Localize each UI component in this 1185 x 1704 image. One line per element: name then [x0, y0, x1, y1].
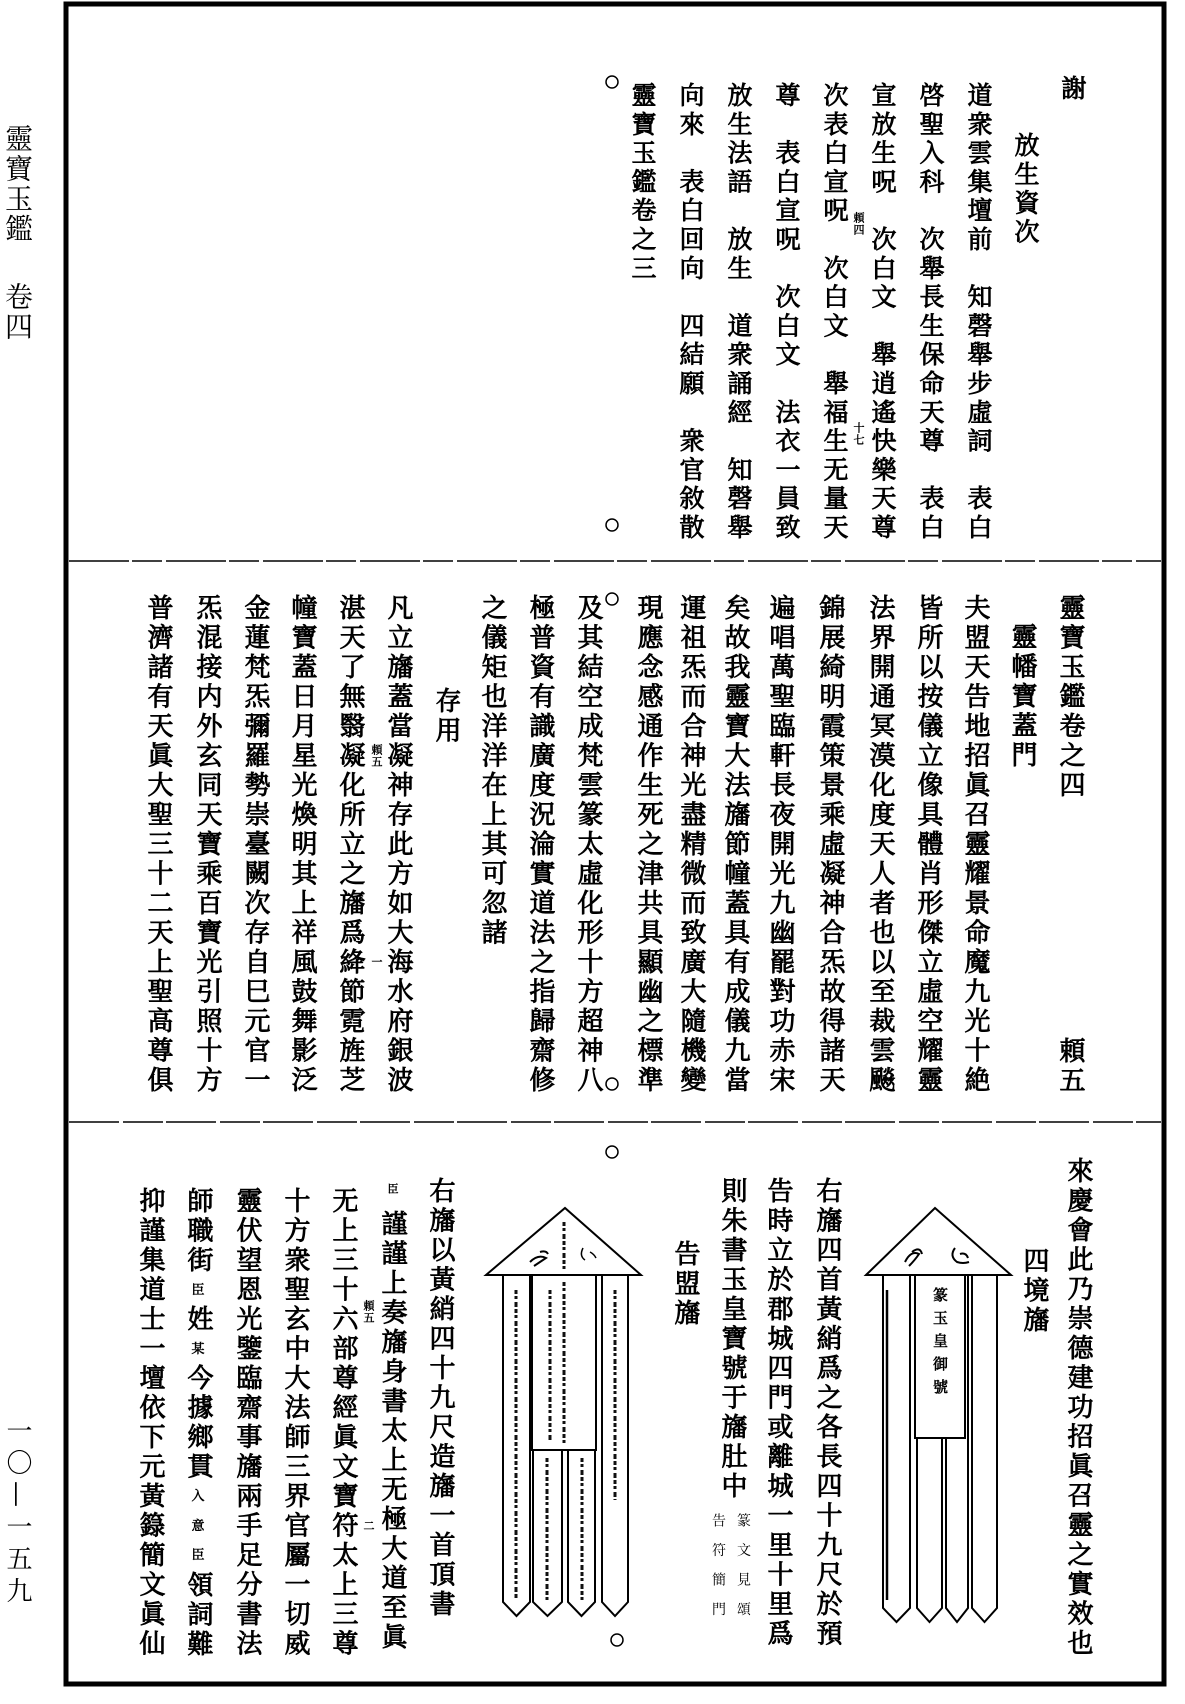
text-column: 次表白宣呪 次白文 舉福生无量天 [820, 82, 849, 543]
banner-illustration-covenant [486, 1208, 641, 1616]
text-column: 放生法語 放生 道衆誦經 知磬舉 [724, 82, 753, 543]
text-column: 宣放生呪 次白文 舉逍遙快樂天尊 [868, 82, 897, 543]
text-column: 夫盟天告地招眞召靈耀景命魔九光十絶 [960, 594, 990, 1096]
circle-mark [606, 1078, 618, 1090]
circle-mark [606, 519, 618, 531]
text-column: 謝 [1058, 75, 1087, 104]
text-column: 矣故我靈寶大法旛節幢蓋具有成儀九當 [720, 594, 750, 1096]
small-prefix: 臣 [386, 1183, 399, 1195]
text-column: 抑謹集道士一壇依下元黃籙簡文眞仙 [135, 1187, 165, 1659]
margin-book-title: 靈寶玉鑑 [1, 124, 34, 244]
text-column: 遍唱萬聖臨軒長夜開光九幽罷對功赤宋 [765, 594, 795, 1096]
marginal-note: 頼五 [370, 744, 383, 768]
text-segment: 姓 [183, 1305, 213, 1335]
mixed-text-column [182, 1187, 214, 1659]
small-note-column: 告符簡門 [710, 1513, 726, 1631]
margin-volume: 卷四 [1, 282, 34, 342]
marginal-note: 頼五 [362, 1300, 375, 1324]
marginal-note: 一 [370, 956, 383, 968]
small-text-segment: 臣 [191, 1282, 205, 1298]
text-column: 啓聖入科 次舉長生保命天尊 表白 [916, 82, 945, 543]
page-mark: 頼五 [1055, 1037, 1085, 1096]
text-column: 之儀矩也洋洋在上其可忽諸 [477, 594, 507, 948]
text-column: 靈伏望恩光鑒臨齋事旛兩手足分書法 [232, 1187, 262, 1659]
text-column: 右旛四首黃綃爲之各長四十九尺於預 [812, 1177, 842, 1649]
text-column: 現應念感通作生死之津共具顯幽之標準 [633, 594, 663, 1096]
circle-mark [611, 1634, 623, 1646]
banner-label-text: 篆玉皇御號 [931, 1287, 949, 1402]
text-segment: 領詞難 [183, 1570, 213, 1659]
text-column: 湛天了無翳凝化所立之旛爲絳節霓旌芝 [335, 594, 365, 1096]
text-column: 皆所以按儀立像具體肖形傑立虛空耀靈 [913, 594, 943, 1096]
text-column: 謹謹上奏旛身書太上无極大道至眞 [377, 1210, 407, 1653]
circle-mark [606, 76, 618, 88]
subheading: 存用 [431, 687, 461, 746]
marginal-note: 十七 [852, 422, 865, 446]
text-column: 來慶會此乃崇德建功招眞召靈之實效也 [1063, 1157, 1093, 1659]
banner-illustration-four-borders [866, 1208, 1011, 1622]
text-segment: 師職街 [183, 1187, 213, 1276]
small-text-segment: 臣 [191, 1548, 205, 1563]
text-column: 告時立於郡城四門或離城一里十里爲 [763, 1177, 793, 1649]
text-segment: 今據鄉貫 [183, 1364, 213, 1482]
section-heading: 告盟旛 [670, 1240, 700, 1329]
text-column: 向來 表白回向 四結願 衆官敘散 [676, 82, 705, 543]
text-column: 極普資有識廣度況淪實道法之指歸齋修 [525, 594, 555, 1096]
text-column: 則朱書玉皇寶號于旛肚中 [717, 1177, 747, 1502]
text-column: 凡立旛蓋當凝神存此方如大海水府銀波 [383, 594, 413, 1096]
small-text-segment: 意 [191, 1518, 205, 1534]
marginal-note: 二 [362, 1520, 375, 1532]
text-column: 幢寶蓋日月星光煥明其上祥風鼓舞影泛 [287, 594, 317, 1096]
circle-mark [606, 1146, 618, 1158]
banner-strip [972, 1274, 997, 1622]
text-column: 尊 表白宣呪 次白文 法衣一員致 [772, 82, 801, 543]
small-note-column: 篆文見頌 [735, 1513, 751, 1631]
circle-mark [606, 593, 618, 605]
text-column: 右旛以黃綃四十九尺造旛一首頂書 [425, 1177, 455, 1620]
small-text-segment: 某 [191, 1341, 205, 1357]
volume-title: 靈寶玉鑑卷之四 [1055, 594, 1085, 801]
text-column: 十方衆聖玄中大法師三界官屬一切威 [280, 1187, 310, 1659]
text-column: 道衆雲集壇前 知磬舉步虛詞 表白 [964, 82, 993, 543]
section-heading: 靈幡寶蓋門 [1007, 623, 1037, 771]
page-number: 一〇—一五九 [2, 1417, 32, 1609]
text-column: 錦展綺明霞策景乘虛凝神合炁故得諸天 [815, 594, 845, 1096]
banner-roof [866, 1208, 1011, 1275]
text-column: 運祖炁而合神光盡精微而致廣大隨機變 [676, 594, 706, 1096]
text-column: 无上三十六部尊經眞文寶符太上三尊 [328, 1187, 358, 1659]
volume-end-title: 靈寶玉鑑卷之三 [628, 82, 657, 284]
small-text-segment: 入 [191, 1489, 205, 1504]
text-column: 普濟諸有天眞大聖三十二天上聖高尊俱 [143, 594, 173, 1096]
section-heading: 四境旛 [1019, 1247, 1049, 1336]
text-column: 炁混接内外玄同天寶乘百寶光引照十方 [192, 594, 222, 1096]
text-column: 法界開通冥漠化度天人者也以至裁雲飈 [865, 594, 895, 1096]
text-column: 金蓮梵炁彌羅勢崇臺闕次存自巳元官一 [240, 594, 270, 1096]
section-heading: 放生資次 [1011, 132, 1040, 248]
marginal-note: 頼四 [852, 212, 865, 236]
text-column: 及其結空成梵雲篆太虛化形十方超神八 [573, 594, 603, 1096]
